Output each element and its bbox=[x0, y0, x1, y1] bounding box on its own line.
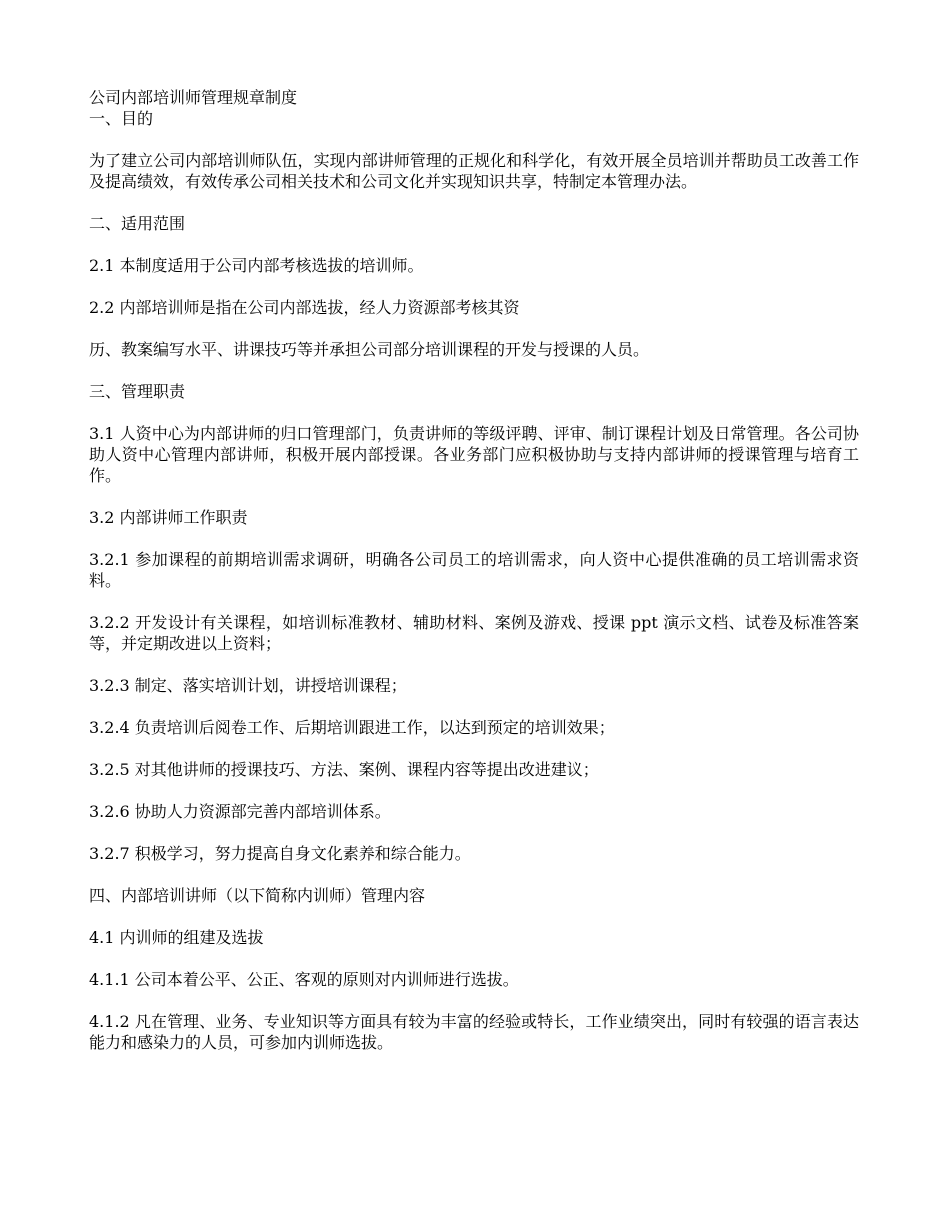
document-title: 公司内部培训师管理规章制度 bbox=[89, 88, 298, 107]
mgmt-item-4-1: 4.1 内训师的组建及选拔 bbox=[89, 928, 264, 947]
section-heading-duties: 三、管理职责 bbox=[89, 382, 186, 401]
section-heading-purpose: 一、目的 bbox=[89, 109, 154, 128]
duty-item-3-2-3: 3.2.3 制定、落实培训计划，讲授培训课程； bbox=[89, 676, 407, 695]
scope-item-2-1: 2.1 本制度适用于公司内部考核选拔的培训师。 bbox=[89, 256, 424, 275]
section-heading-management: 四、内部培训讲师（以下简称内训师）管理内容 bbox=[89, 886, 426, 905]
duty-item-3-1: 3.1 人资中心为内部讲师的归口管理部门，负责讲师的等级评聘、评审、制订课程计划及日常管理。各公司协助人资中心管理内部讲师，积极开展内部授课。各业务部门应积极协助与支持内部讲师的授课管理与培育工作。 bbox=[89, 424, 859, 485]
duty-item-3-2: 3.2 内部讲师工作职责 bbox=[89, 508, 248, 527]
scope-item-2-2: 2.2 内部培训师是指在公司内部选拔，经人力资源部考核其资 bbox=[89, 298, 520, 317]
section-heading-scope: 二、适用范围 bbox=[89, 214, 186, 233]
duty-item-3-2-2: 3.2.2 开发设计有关课程，如培训标准教材、辅助材料、案例及游戏、授课 ppt 演示文档、试卷及标准答案等，并定期改进以上资料； bbox=[89, 613, 859, 653]
mgmt-item-4-1-2: 4.1.2 凡在管理、业务、专业知识等方面具有较为丰富的经验或特长，工作业绩突出，同时有较强的语言表达能力和感染力的人员，可参加内训师选拔。 bbox=[89, 1012, 859, 1052]
scope-item-2-2-continued: 历、教案编写水平、讲课技巧等并承担公司部分培训课程的开发与授课的人员。 bbox=[89, 340, 650, 359]
duty-item-3-2-1: 3.2.1 参加课程的前期培训需求调研，明确各公司员工的培训需求，向人资中心提供准确的员工培训需求资料。 bbox=[89, 550, 859, 590]
duty-item-3-2-6: 3.2.6 协助人力资源部完善内部培训体系。 bbox=[89, 802, 391, 821]
duty-item-3-2-7: 3.2.7 积极学习，努力提高自身文化素养和综合能力。 bbox=[89, 844, 471, 863]
duty-item-3-2-5: 3.2.5 对其他讲师的授课技巧、方法、案例、课程内容等提出改进建议； bbox=[89, 760, 599, 779]
mgmt-item-4-1-1: 4.1.1 公司本着公平、公正、客观的原则对内训师进行选拔。 bbox=[89, 970, 519, 989]
document-page bbox=[89, 87, 859, 1053]
purpose-paragraph: 为了建立公司内部培训师队伍，实现内部讲师管理的正规化和科学化，有效开展全员培训并帮助员工改善工作及提高绩效，有效传承公司相关技术和公司文化并实现知识共享，特制定本管理办法。 bbox=[89, 151, 859, 191]
duty-item-3-2-4: 3.2.4 负责培训后阅卷工作、后期培训跟进工作，以达到预定的培训效果； bbox=[89, 718, 615, 737]
